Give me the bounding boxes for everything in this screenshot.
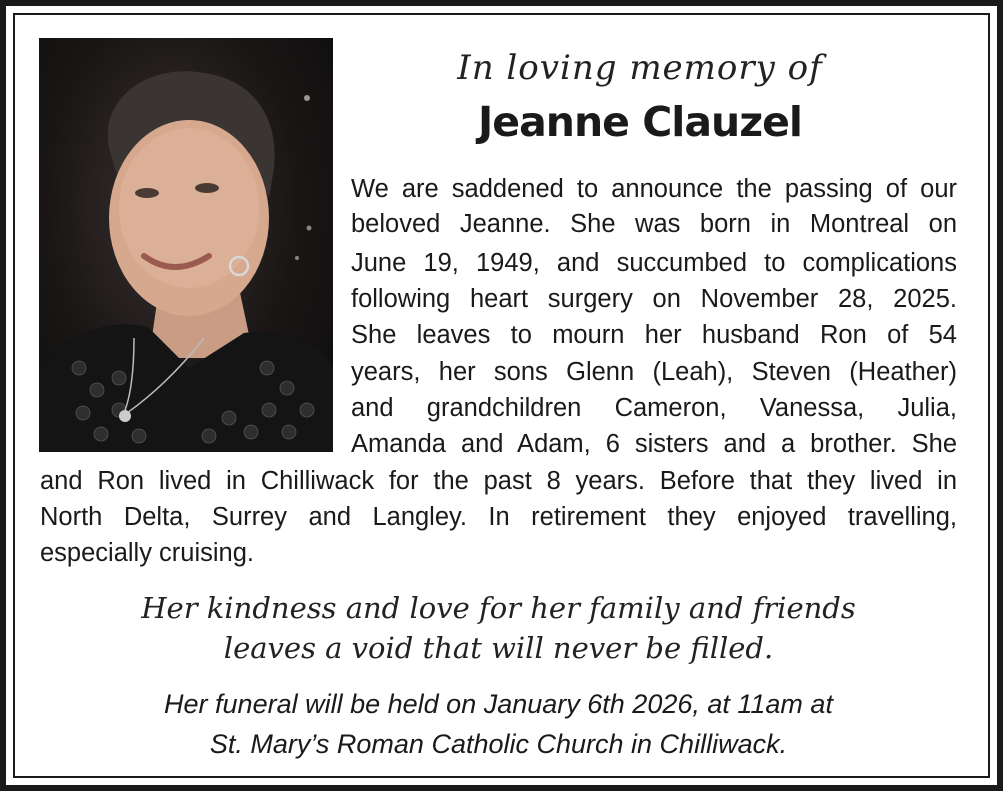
body-line: North Delta, Surrey and Langley. In retirement they enjoyed travelling, [40, 503, 957, 531]
intro-script-heading: In loving memory of [457, 48, 823, 88]
body-line: and grandchildren Cameron, Vanessa, Julia, [351, 394, 957, 422]
body-line: beloved Jeanne. She was born in Montreal on [351, 210, 957, 238]
funeral-details-line: Her funeral will be held on January 6th 2026, at 11am at [164, 689, 833, 719]
tribute-quote-line: Her kindness and love for her family and friends [141, 591, 856, 625]
body-line: June 19, 1949, and succumbed to complications [351, 249, 957, 277]
body-line: years, her sons Glenn (Leah), Steven (Heather) [351, 358, 957, 386]
funeral-details-line: St. Mary’s Roman Catholic Church in Chilliwack. [209, 729, 788, 759]
deceased-name: Jeanne Clauzel [478, 98, 802, 146]
body-line: following heart surgery on November 28, 2025. [351, 285, 957, 313]
body-line: Amanda and Adam, 6 sisters and a brother. She [351, 430, 957, 458]
tribute-quote-line: leaves a void that will never be filled. [223, 631, 774, 665]
portrait-photo [39, 38, 333, 452]
body-line: especially cruising. [40, 539, 255, 567]
body-line: and Ron lived in Chilliwack for the past 8 years. Before that they lived in [40, 467, 957, 495]
body-line: She leaves to mourn her husband Ron of 54 [351, 321, 957, 349]
body-line: We are saddened to announce the passing of our [351, 175, 957, 203]
